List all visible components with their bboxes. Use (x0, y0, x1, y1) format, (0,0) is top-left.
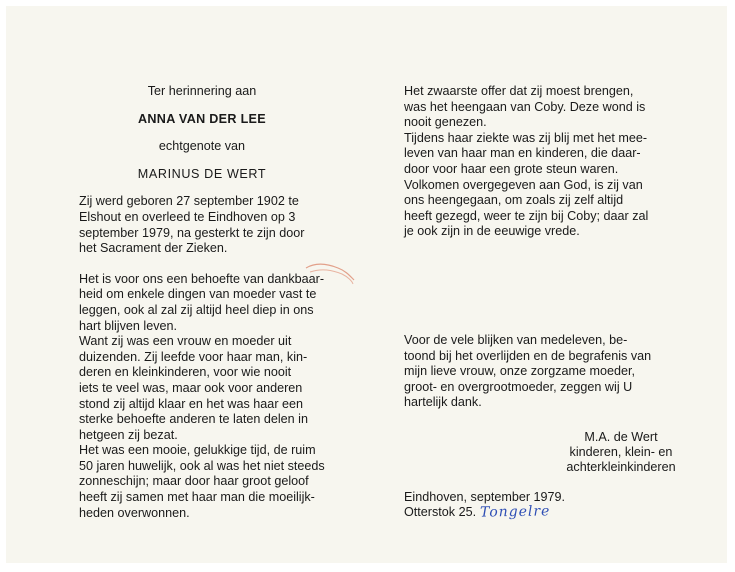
text-line: Het was een mooie, gelukkige tijd, de ruim (79, 443, 316, 458)
signature-block (536, 430, 706, 476)
text-line: was het heengaan van Coby. Deze wond is (404, 99, 646, 114)
right-page (404, 84, 704, 411)
tribute-text (79, 272, 325, 522)
text-line: mijn lieve vrouw, onze zorgzame moeder, (404, 364, 635, 379)
relation-text: echtgenote van (158, 139, 246, 154)
text-line: groot- en overgrootmoeder, zeggen wij U (404, 379, 633, 394)
text-line: Het zwaarste offer dat zij moest brengen, (404, 84, 634, 98)
text-line: 50 jaren huwelijk, ook al was het niet steeds (79, 458, 325, 473)
text-line: ons heengegaan, om zoals zij zelf altijd (404, 193, 624, 208)
signer-family: achterkleinkinderen (566, 460, 676, 475)
text-line: leggen, ook al zal zij altijd heel diep in ons (79, 302, 314, 317)
text-line: heeft gezegd, weer te zijn bij Coby; daar zal (404, 208, 649, 223)
text-line: heid om enkele dingen van moeder vast te (79, 287, 317, 302)
text-line: stond zij altijd klaar en het was haar een (79, 396, 304, 411)
text-line: zonneschijn; maar door haar groot geloof (79, 474, 309, 489)
text-line: hetgeen zij bezat. (79, 427, 178, 442)
text-line: toond bij het overlijden en de begrafenis van (404, 348, 652, 363)
text-line: nooit genezen. (404, 115, 487, 130)
husband-name: MARINUS DE WERT (137, 166, 267, 181)
text-line: heeft zij samen met haar man die moeilijk- (79, 490, 315, 505)
deceased-name: ANNA VAN DER LEE (138, 111, 266, 126)
place-date: Eindhoven, september 1979. (404, 490, 566, 504)
text-line: het Sacrament der Zieken. (79, 241, 228, 256)
thanks-text (404, 333, 704, 411)
text-line: Want zij was een vrouw en moeder uit (79, 334, 292, 349)
address: Otterstok 25. (404, 505, 477, 520)
intro-text: Ter herinnering aan (147, 84, 257, 98)
signer-name: M.A. de Wert (584, 430, 658, 444)
text-line: duizenden. Zij leefde voor haar man, kin- (79, 349, 308, 364)
remembrance-text (404, 84, 704, 240)
text-line: Het is voor ons een behoefte van dankbaar- (79, 271, 325, 286)
pencil-scribble-mark (302, 254, 358, 294)
text-line: Tijdens haar ziekte was zij blij met het mee- (404, 130, 648, 145)
text-line: iets te veel was, maar ook voor anderen (79, 380, 303, 395)
text-line: sterke behoefte anderen te laten delen in (79, 412, 308, 427)
text-line: leven van haar man en kinderen, die daar- (404, 146, 641, 161)
text-line: Voor de vele blijken van medeleven, be- (404, 332, 628, 347)
place-and-address (404, 490, 714, 520)
text-line: deren en kleinkinderen, voor wie nooit (79, 365, 292, 380)
text-line: je ook zijn in de eeuwige vrede. (404, 224, 580, 239)
text-line: september 1979, na gesterkt te zijn door (79, 225, 305, 240)
text-line: Zij werd geboren 27 september 1902 te (79, 194, 299, 209)
text-line: heden overwonnen. (79, 505, 190, 520)
bio-paragraph (79, 194, 325, 256)
text-line: Elshout en overleed te Eindhoven op 3 (79, 209, 296, 224)
text-line: Volkomen overgegeven aan God, is zij van (404, 177, 643, 192)
handwritten-note: Tongelre (479, 503, 551, 521)
signer-family: kinderen, klein- en (569, 445, 673, 460)
address-line (404, 505, 714, 520)
left-page (79, 84, 325, 521)
text-line: hart blijven leven. (79, 318, 178, 333)
text-line: hartelijk dank. (404, 395, 482, 410)
text-line: door voor haar een grote steun waren. (404, 161, 619, 176)
